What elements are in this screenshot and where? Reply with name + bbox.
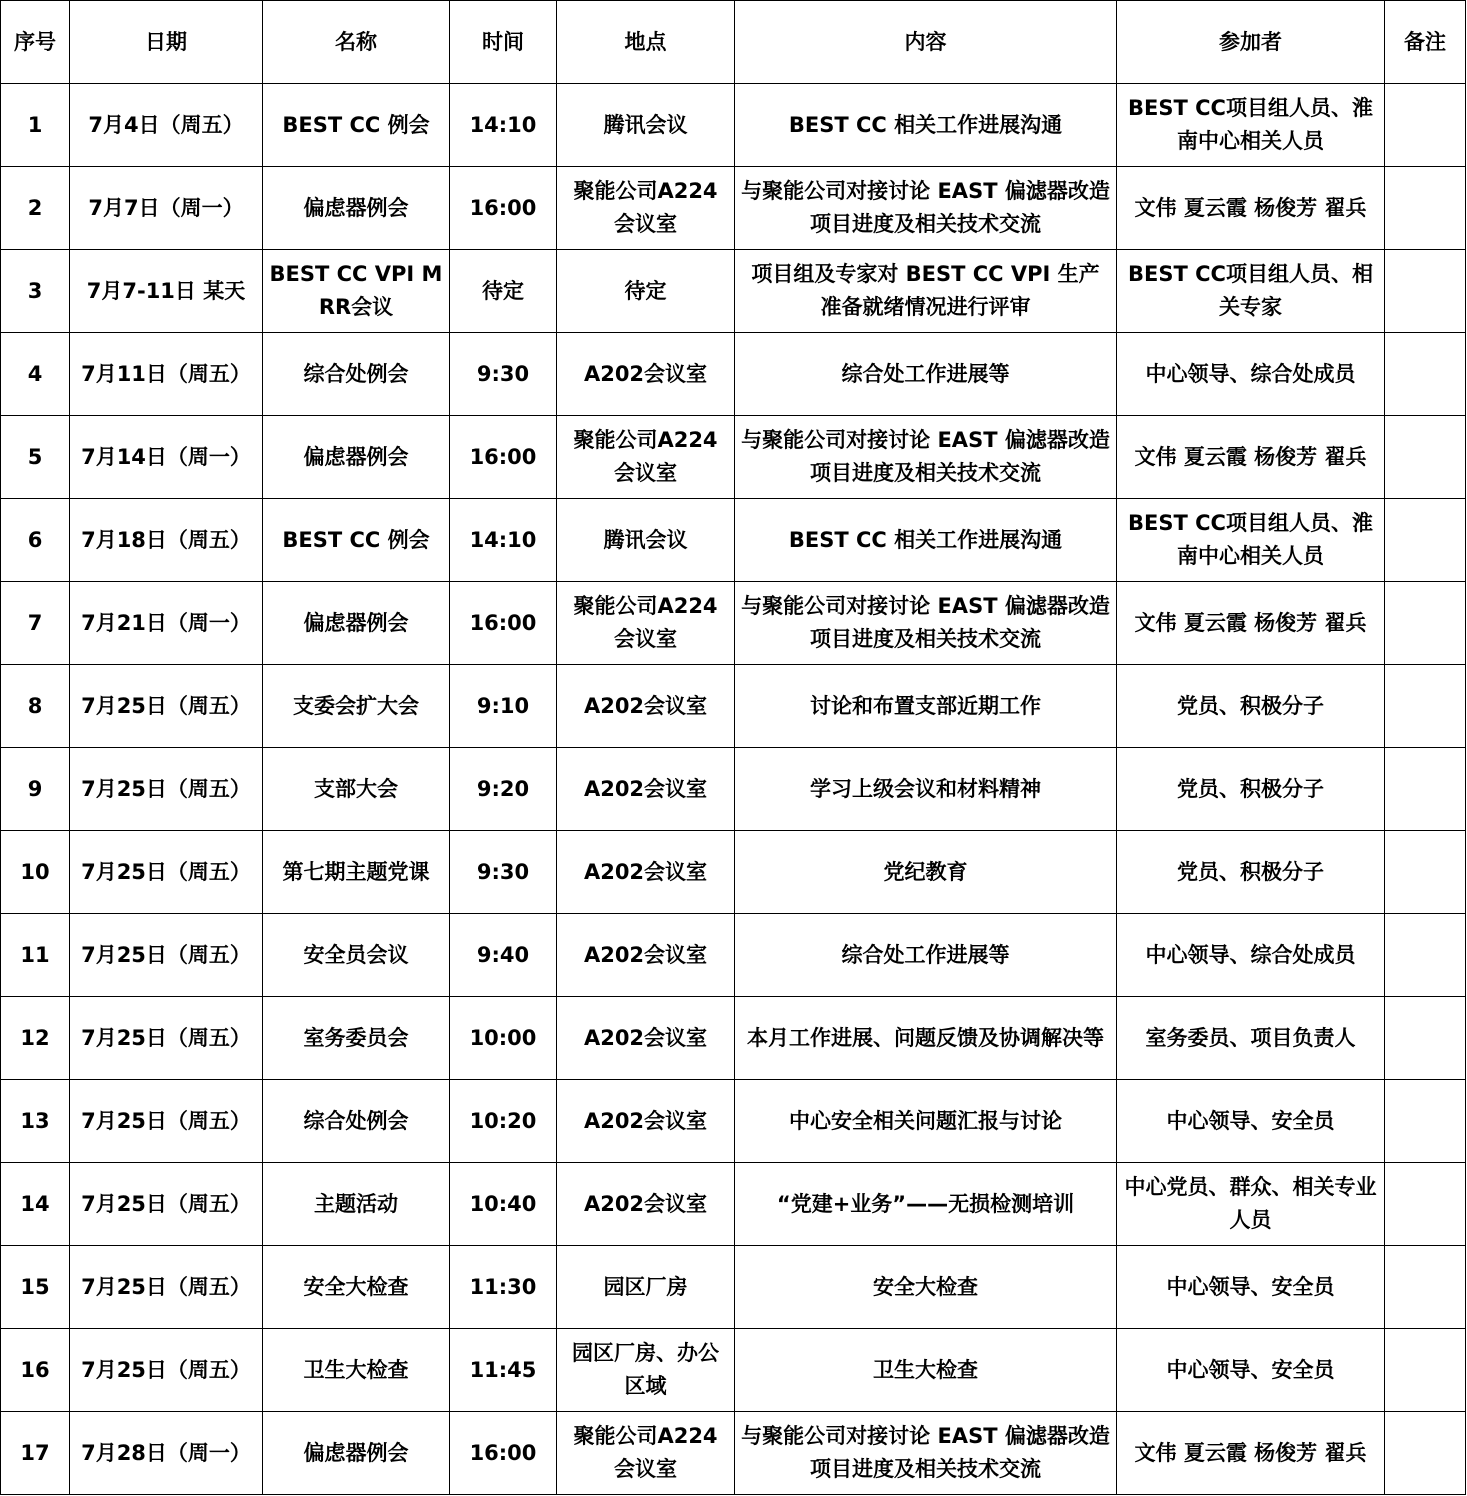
cell-index: 12: [1, 997, 70, 1080]
cell-index: 6: [1, 499, 70, 582]
cell-attendees: 党员、积极分子: [1117, 831, 1385, 914]
table-row: [1, 997, 1466, 1080]
cell-name: 安全员会议: [263, 914, 450, 997]
cell-attendees: 文伟 夏云霞 杨俊芳 翟兵: [1117, 1412, 1385, 1495]
cell-name: 综合处例会: [263, 1080, 450, 1163]
cell-notes: [1385, 499, 1466, 582]
cell-content: 综合处工作进展等: [735, 333, 1117, 416]
cell-index: 13: [1, 1080, 70, 1163]
cell-time: 14:10: [450, 84, 557, 167]
cell-attendees: BEST CC项目组人员、淮南中心相关人员: [1117, 84, 1385, 167]
cell-notes: [1385, 250, 1466, 333]
cell-notes: [1385, 582, 1466, 665]
cell-content: 卫生大检查: [735, 1329, 1117, 1412]
cell-name: 主题活动: [263, 1163, 450, 1246]
table-row: [1, 499, 1466, 582]
cell-attendees: 室务委员、项目负责人: [1117, 997, 1385, 1080]
cell-place: 园区厂房: [557, 1246, 735, 1329]
cell-time: 10:40: [450, 1163, 557, 1246]
cell-time: 9:30: [450, 831, 557, 914]
cell-attendees: 文伟 夏云霞 杨俊芳 翟兵: [1117, 167, 1385, 250]
cell-time: 16:00: [450, 582, 557, 665]
cell-time: 9:20: [450, 748, 557, 831]
cell-date: 7月11日（周五）: [70, 333, 263, 416]
cell-notes: [1385, 665, 1466, 748]
cell-index: 3: [1, 250, 70, 333]
cell-place: A202会议室: [557, 914, 735, 997]
cell-time: 9:40: [450, 914, 557, 997]
cell-date: 7月25日（周五）: [70, 1080, 263, 1163]
cell-content: 本月工作进展、问题反馈及协调解决等: [735, 997, 1117, 1080]
cell-date: 7月28日（周一）: [70, 1412, 263, 1495]
table-row: [1, 1163, 1466, 1246]
cell-date: 7月25日（周五）: [70, 665, 263, 748]
cell-index: 8: [1, 665, 70, 748]
cell-notes: [1385, 1246, 1466, 1329]
cell-date: 7月25日（周五）: [70, 831, 263, 914]
cell-attendees: 文伟 夏云霞 杨俊芳 翟兵: [1117, 582, 1385, 665]
cell-date: 7月4日（周五）: [70, 84, 263, 167]
header-time: 时间: [450, 1, 557, 84]
cell-attendees: 党员、积极分子: [1117, 748, 1385, 831]
cell-place: 聚能公司A224会议室: [557, 167, 735, 250]
cell-place: 腾讯会议: [557, 84, 735, 167]
cell-notes: [1385, 84, 1466, 167]
cell-time: 10:00: [450, 997, 557, 1080]
cell-time: 待定: [450, 250, 557, 333]
cell-place: A202会议室: [557, 748, 735, 831]
cell-date: 7月25日（周五）: [70, 1246, 263, 1329]
table-row: [1, 831, 1466, 914]
header-place: 地点: [557, 1, 735, 84]
cell-attendees: 文伟 夏云霞 杨俊芳 翟兵: [1117, 416, 1385, 499]
cell-attendees: 中心领导、综合处成员: [1117, 914, 1385, 997]
cell-date: 7月25日（周五）: [70, 748, 263, 831]
cell-name: 偏虑器例会: [263, 416, 450, 499]
cell-content: 综合处工作进展等: [735, 914, 1117, 997]
header-row: [1, 1, 1466, 84]
table-row: [1, 416, 1466, 499]
cell-name: 卫生大检查: [263, 1329, 450, 1412]
cell-index: 2: [1, 167, 70, 250]
table-row: [1, 582, 1466, 665]
cell-content: 党纪教育: [735, 831, 1117, 914]
cell-date: 7月14日（周一）: [70, 416, 263, 499]
cell-date: 7月18日（周五）: [70, 499, 263, 582]
cell-content: 与聚能公司对接讨论 EAST 偏滤器改造项目进度及相关技术交流: [735, 167, 1117, 250]
table-row: [1, 84, 1466, 167]
cell-date: 7月25日（周五）: [70, 997, 263, 1080]
cell-attendees: 中心领导、安全员: [1117, 1080, 1385, 1163]
cell-time: 10:20: [450, 1080, 557, 1163]
cell-name: BEST CC VPI MRR会议: [263, 250, 450, 333]
cell-name: 偏虑器例会: [263, 1412, 450, 1495]
cell-content: BEST CC 相关工作进展沟通: [735, 84, 1117, 167]
cell-date: 7月25日（周五）: [70, 1163, 263, 1246]
cell-content: 讨论和布置支部近期工作: [735, 665, 1117, 748]
table-row: [1, 1329, 1466, 1412]
table-row: [1, 1246, 1466, 1329]
cell-place: A202会议室: [557, 831, 735, 914]
cell-notes: [1385, 914, 1466, 997]
cell-time: 16:00: [450, 1412, 557, 1495]
header-attendees: 参加者: [1117, 1, 1385, 84]
header-name: 名称: [263, 1, 450, 84]
cell-name: 支部大会: [263, 748, 450, 831]
cell-place: A202会议室: [557, 1080, 735, 1163]
cell-date: 7月7-11日 某天: [70, 250, 263, 333]
cell-place: 腾讯会议: [557, 499, 735, 582]
cell-notes: [1385, 333, 1466, 416]
cell-index: 15: [1, 1246, 70, 1329]
table-row: [1, 1080, 1466, 1163]
cell-name: 安全大检查: [263, 1246, 450, 1329]
table-row: [1, 167, 1466, 250]
table-row: [1, 1412, 1466, 1495]
cell-time: 11:45: [450, 1329, 557, 1412]
cell-index: 7: [1, 582, 70, 665]
cell-attendees: 中心领导、综合处成员: [1117, 333, 1385, 416]
cell-index: 4: [1, 333, 70, 416]
cell-attendees: 中心领导、安全员: [1117, 1246, 1385, 1329]
header-content: 内容: [735, 1, 1117, 84]
cell-content: 安全大检查: [735, 1246, 1117, 1329]
cell-attendees: 中心党员、群众、相关专业人员: [1117, 1163, 1385, 1246]
cell-name: BEST CC 例会: [263, 84, 450, 167]
cell-name: 偏虑器例会: [263, 582, 450, 665]
cell-date: 7月7日（周一）: [70, 167, 263, 250]
cell-notes: [1385, 1080, 1466, 1163]
cell-attendees: BEST CC项目组人员、相关专家: [1117, 250, 1385, 333]
cell-place: A202会议室: [557, 665, 735, 748]
cell-place: 聚能公司A224会议室: [557, 416, 735, 499]
cell-time: 16:00: [450, 167, 557, 250]
cell-notes: [1385, 416, 1466, 499]
cell-place: 待定: [557, 250, 735, 333]
cell-place: 园区厂房、办公区域: [557, 1329, 735, 1412]
cell-content: 学习上级会议和材料精神: [735, 748, 1117, 831]
cell-name: 综合处例会: [263, 333, 450, 416]
table-row: [1, 665, 1466, 748]
cell-notes: [1385, 1412, 1466, 1495]
table-row: [1, 914, 1466, 997]
cell-content: 与聚能公司对接讨论 EAST 偏滤器改造项目进度及相关技术交流: [735, 1412, 1117, 1495]
header-index: 序号: [1, 1, 70, 84]
cell-index: 17: [1, 1412, 70, 1495]
cell-name: BEST CC 例会: [263, 499, 450, 582]
cell-index: 10: [1, 831, 70, 914]
cell-date: 7月25日（周五）: [70, 1329, 263, 1412]
cell-index: 1: [1, 84, 70, 167]
header-date: 日期: [70, 1, 263, 84]
cell-notes: [1385, 1329, 1466, 1412]
cell-date: 7月25日（周五）: [70, 914, 263, 997]
cell-date: 7月21日（周一）: [70, 582, 263, 665]
table-row: [1, 333, 1466, 416]
cell-time: 16:00: [450, 416, 557, 499]
cell-place: 聚能公司A224会议室: [557, 1412, 735, 1495]
cell-attendees: 中心领导、安全员: [1117, 1329, 1385, 1412]
cell-index: 11: [1, 914, 70, 997]
cell-time: 9:30: [450, 333, 557, 416]
cell-notes: [1385, 748, 1466, 831]
cell-time: 11:30: [450, 1246, 557, 1329]
cell-content: “党建+业务”——无损检测培训: [735, 1163, 1117, 1246]
table-body: [1, 84, 1466, 1495]
cell-content: 与聚能公司对接讨论 EAST 偏滤器改造项目进度及相关技术交流: [735, 416, 1117, 499]
cell-attendees: 党员、积极分子: [1117, 665, 1385, 748]
cell-place: A202会议室: [557, 997, 735, 1080]
cell-content: BEST CC 相关工作进展沟通: [735, 499, 1117, 582]
cell-content: 中心安全相关问题汇报与讨论: [735, 1080, 1117, 1163]
cell-notes: [1385, 1163, 1466, 1246]
cell-name: 室务委员会: [263, 997, 450, 1080]
cell-time: 9:10: [450, 665, 557, 748]
cell-name: 第七期主题党课: [263, 831, 450, 914]
cell-notes: [1385, 997, 1466, 1080]
cell-attendees: BEST CC项目组人员、淮南中心相关人员: [1117, 499, 1385, 582]
cell-time: 14:10: [450, 499, 557, 582]
cell-index: 14: [1, 1163, 70, 1246]
cell-index: 9: [1, 748, 70, 831]
table-row: [1, 250, 1466, 333]
header-notes: 备注: [1385, 1, 1466, 84]
cell-notes: [1385, 167, 1466, 250]
cell-place: 聚能公司A224会议室: [557, 582, 735, 665]
cell-index: 5: [1, 416, 70, 499]
cell-place: A202会议室: [557, 333, 735, 416]
cell-notes: [1385, 831, 1466, 914]
cell-place: A202会议室: [557, 1163, 735, 1246]
cell-content: 项目组及专家对 BEST CC VPI 生产准备就绪情况进行评审: [735, 250, 1117, 333]
cell-name: 偏虑器例会: [263, 167, 450, 250]
cell-index: 16: [1, 1329, 70, 1412]
cell-content: 与聚能公司对接讨论 EAST 偏滤器改造项目进度及相关技术交流: [735, 582, 1117, 665]
table-row: [1, 748, 1466, 831]
cell-name: 支委会扩大会: [263, 665, 450, 748]
